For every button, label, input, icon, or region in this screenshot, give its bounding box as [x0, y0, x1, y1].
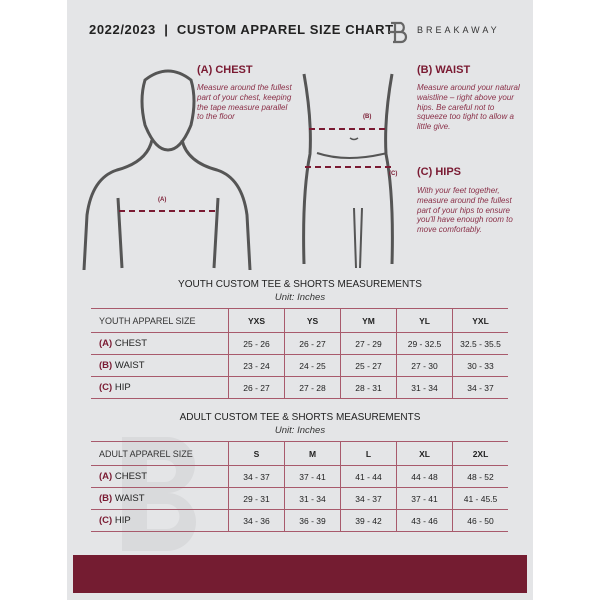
size-chart-page — [67, 0, 533, 600]
measurement-label — [91, 488, 229, 510]
measurement-value: 34 - 36 — [229, 510, 285, 532]
measurement-value: 27 - 29 — [341, 333, 397, 355]
measurement-value: 41 - 44 — [341, 466, 397, 488]
apparel-size-label: ADULT APPAREL SIZE — [91, 442, 229, 466]
hips-instructions: With your feet together, measure around the fullest part of your hips to ensure you'll have enough room to move comfortably. — [417, 186, 513, 235]
measurement-value: 37 - 41 — [397, 488, 453, 510]
size-header: S — [229, 442, 285, 466]
size-header: YS — [285, 309, 341, 333]
measurement-value: 27 - 28 — [285, 377, 341, 399]
measurement-value: 28 - 31 — [341, 377, 397, 399]
adult-table-unit: Unit: Inches — [274, 425, 326, 436]
measurement-value: 44 - 48 — [397, 466, 453, 488]
size-header: XL — [397, 442, 453, 466]
brand-name: BREAKAWAY — [417, 25, 500, 35]
measurement-name: WAIST — [114, 360, 145, 371]
measurement-key: (C) — [99, 515, 113, 526]
measurement-key: (B) — [99, 360, 113, 371]
adult-table-title: ADULT CUSTOM TEE & SHORTS MEASUREMENTS — [179, 412, 421, 423]
measurement-value: 25 - 27 — [341, 355, 397, 377]
measurement-value: 48 - 52 — [453, 466, 509, 488]
measurement-value: 29 - 31 — [229, 488, 285, 510]
measurement-value: 34 - 37 — [341, 488, 397, 510]
size-header: M — [285, 442, 341, 466]
hips-heading: (C) HIPS — [417, 166, 461, 178]
table-row — [91, 466, 508, 488]
size-header: 2XL — [453, 442, 509, 466]
chest-heading: (A) CHEST — [197, 64, 253, 76]
measurement-key: (A) — [99, 471, 113, 482]
measurement-value: 39 - 42 — [341, 510, 397, 532]
measurement-value: 32.5 - 35.5 — [453, 333, 509, 355]
table-row — [91, 377, 508, 399]
measurement-value: 26 - 27 — [285, 333, 341, 355]
size-header: YXS — [229, 309, 285, 333]
table-header-row — [91, 442, 508, 466]
measurement-value: 31 - 34 — [397, 377, 453, 399]
size-header: L — [341, 442, 397, 466]
measurement-name: HIP — [114, 515, 131, 526]
measurement-value: 36 - 39 — [285, 510, 341, 532]
table-row — [91, 510, 508, 532]
measurement-value: 43 - 46 — [397, 510, 453, 532]
measurement-value: 30 - 33 — [453, 355, 509, 377]
table-row — [91, 488, 508, 510]
measurement-label — [91, 377, 229, 399]
measurement-name: CHEST — [114, 338, 148, 349]
measurement-value: 23 - 24 — [229, 355, 285, 377]
size-header: YL — [397, 309, 453, 333]
table-row — [91, 333, 508, 355]
table-row — [91, 355, 508, 377]
adult-size-table — [91, 441, 508, 532]
page-title: 2022/2023 | CUSTOM APPAREL SIZE CHART — [89, 22, 394, 37]
youth-size-table — [91, 308, 508, 399]
measurement-value: 29 - 32.5 — [397, 333, 453, 355]
apparel-size-label: YOUTH APPAREL SIZE — [91, 309, 229, 333]
footer-bar — [73, 555, 527, 593]
measurement-value: 27 - 30 — [397, 355, 453, 377]
size-header: YM — [341, 309, 397, 333]
measurement-key: (B) — [99, 493, 113, 504]
measurement-key: (A) — [99, 338, 113, 349]
measurement-value: 34 - 37 — [453, 377, 509, 399]
measurement-label — [91, 510, 229, 532]
measurement-name: WAIST — [114, 493, 145, 504]
waist-heading: (B) WAIST — [417, 64, 471, 76]
breakaway-logo-icon — [387, 20, 411, 44]
youth-table-unit: Unit: Inches — [274, 292, 326, 303]
table-header-row — [91, 309, 508, 333]
hips-marker: (C) — [389, 171, 398, 177]
measurement-value: 41 - 45.5 — [453, 488, 509, 510]
measurement-value: 31 - 34 — [285, 488, 341, 510]
waist-instructions: Measure around your natural waistline – right above your hips. Be careful not to squeeze too tight to allow a little give. — [417, 83, 520, 132]
measurement-label — [91, 466, 229, 488]
measurement-value: 25 - 26 — [229, 333, 285, 355]
waist-marker: (B) — [363, 114, 372, 120]
measurement-value: 46 - 50 — [453, 510, 509, 532]
measurement-key: (C) — [99, 382, 113, 393]
measurement-label — [91, 333, 229, 355]
size-header: YXL — [453, 309, 509, 333]
measurement-name: HIP — [114, 382, 131, 393]
measurement-value: 37 - 41 — [285, 466, 341, 488]
measurement-value: 34 - 37 — [229, 466, 285, 488]
chest-marker: (A) — [158, 197, 167, 203]
measurement-value: 24 - 25 — [285, 355, 341, 377]
measurement-label — [91, 355, 229, 377]
youth-table-title: YOUTH CUSTOM TEE & SHORTS MEASUREMENTS — [178, 279, 422, 290]
measurement-value: 26 - 27 — [229, 377, 285, 399]
chest-instructions: Measure around the fullest part of your chest, keeping the tape measure parallel to the floor — [197, 83, 292, 122]
measurement-name: CHEST — [114, 471, 148, 482]
